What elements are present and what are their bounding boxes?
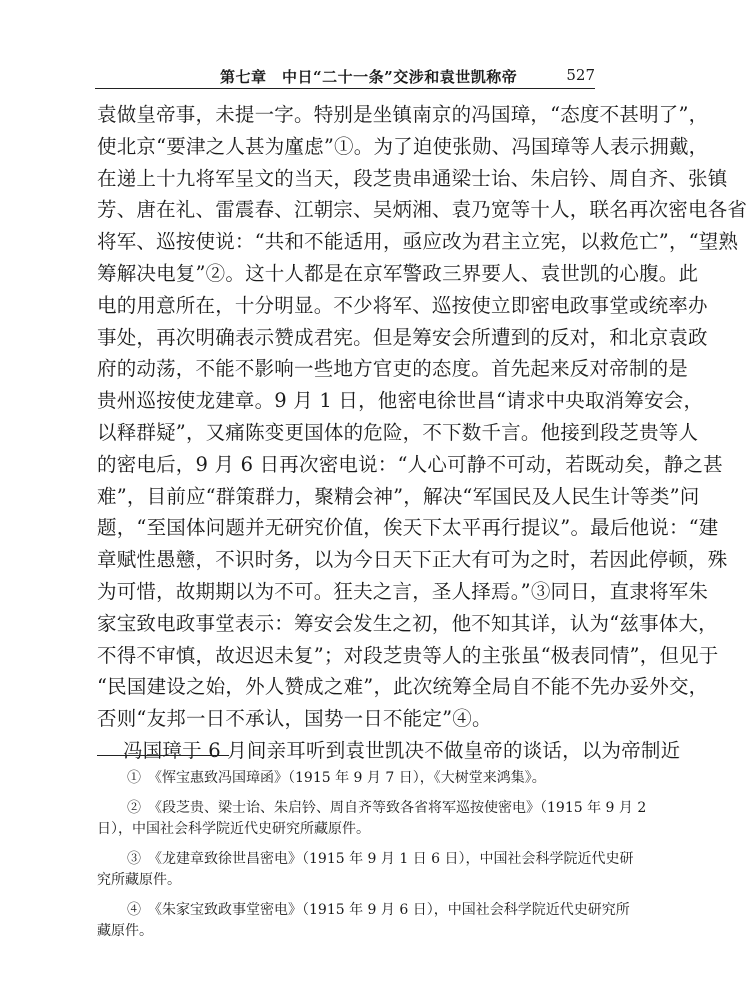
text-line: 芳、唐在礼、雷震春、江朝宗、吴炳湘、袁乃宽等十人，联名再次密电各省 bbox=[97, 198, 747, 222]
chapter-title: 第七章 中日“二十一条”交涉和袁世凯称帝 bbox=[220, 68, 518, 86]
footnote-1: ① 《恽宝惠致冯国璋函》（1915 年 9 月 7 日），《大树堂来鸿集》。 bbox=[127, 770, 546, 786]
footnote-2: ② 《段芝贵、梁士诒、朱启钤、周自齐等致各省将军巡按使密电》（1915 年 9 月 2 bbox=[127, 799, 647, 816]
running-header bbox=[95, 62, 595, 89]
main-text bbox=[97, 99, 747, 767]
footnote-divider bbox=[97, 755, 229, 756]
page-number: 527 bbox=[566, 66, 595, 84]
text-line: 题，“至国体问题并无研究价值，俟天下太平再行提议”。最后他说：“建 bbox=[97, 516, 719, 540]
text-line: 不得不审慎，故迟迟未复”；对段芝贵等人的主张虽“极表同情”，但见于 bbox=[97, 643, 719, 667]
text-line: 事处，再次明确表示赞成君宪。但是筹安会所遭到的反对，和北京袁政 bbox=[97, 325, 708, 349]
footnote-4: ④ 《朱家宝致政事堂密电》（1915 年 9 月 6 日），中国社会科学院近代史研究所 bbox=[127, 901, 630, 918]
text-line: 否则“友邦一日不承认，国势一日不能定”④。 bbox=[97, 707, 492, 731]
text-line: 家宝致电政事堂表示：筹安会发生之初，他不知其详，认为“兹事体大， bbox=[97, 611, 718, 635]
footnote-3: ③ 《龙建章致徐世昌密电》（1915 年 9 月 1 日 6 日），中国社会科学院近代史研 bbox=[127, 850, 634, 867]
text-line: 袁做皇帝事，未提一字。特别是坐镇南京的冯国璋，“态度不甚明了”， bbox=[97, 103, 709, 126]
text-line: “民国建设之始，外人赞成之难”，此次统筹全局自不能不先办妥外交， bbox=[97, 675, 709, 699]
text-line: 府的动荡，不能不影响一些地方官吏的态度。首先起来反对帝制的是 bbox=[97, 357, 689, 381]
text-line: 难”，目前应“群策群力，聚精会神”，解决“军国民及人民生计等类”问 bbox=[97, 484, 700, 508]
footnote-3-continued: 究所藏原件。 bbox=[97, 872, 181, 888]
text-line: 贵州巡按使龙建章。9 月 1 日，他密电徐世昌“请求中央取消筹安会， bbox=[97, 389, 704, 413]
text-line: 筹解决电复”②。这十人都是在京军警政三界要人、袁世凯的心腹。此 bbox=[97, 261, 699, 285]
text-line: 将军、巡按使说：“共和不能适用，亟应改为君主立宪，以救危亡”，“望熟 bbox=[97, 230, 739, 254]
text-line: 以释群疑”，又痛陈变更国体的危险，不下数千言。他接到段芝贵等人 bbox=[97, 420, 699, 444]
text-line: 章赋性愚戆，不识时务，以为今日天下正大有可为之时，若因此停顿，殊 bbox=[97, 548, 728, 572]
footnotes bbox=[97, 768, 647, 943]
text-line: 在递上十九将军呈文的当天，段芝贵串通梁士诒、朱启钤、周自齐、张镇 bbox=[97, 166, 728, 190]
footnote-2-continued: 日），中国社会科学院近代史研究所藏原件。 bbox=[97, 821, 370, 837]
paragraph-start-line: 冯国璋于 6 月间亲耳听到袁世凯决不做皇帝的谈话，以为帝制近 bbox=[123, 738, 681, 762]
text-line: 为可惜，故期期以为不可。狂夫之言，圣人择焉。”③同日，直隶将军朱 bbox=[97, 579, 709, 603]
text-line: 电的用意所在，十分明显。不少将军、巡按使立即密电政事堂或统率办 bbox=[97, 293, 708, 317]
footnote-4-continued: 藏原件。 bbox=[97, 923, 153, 939]
text-line: 使北京“要津之人甚为廑虑”①。为了迫使张勋、冯国璋等人表示拥戴， bbox=[97, 134, 709, 158]
text-line: 的密电后，9 月 6 日再次密电说：“人心可静不可动，若既动矣，静之甚 bbox=[97, 452, 723, 476]
